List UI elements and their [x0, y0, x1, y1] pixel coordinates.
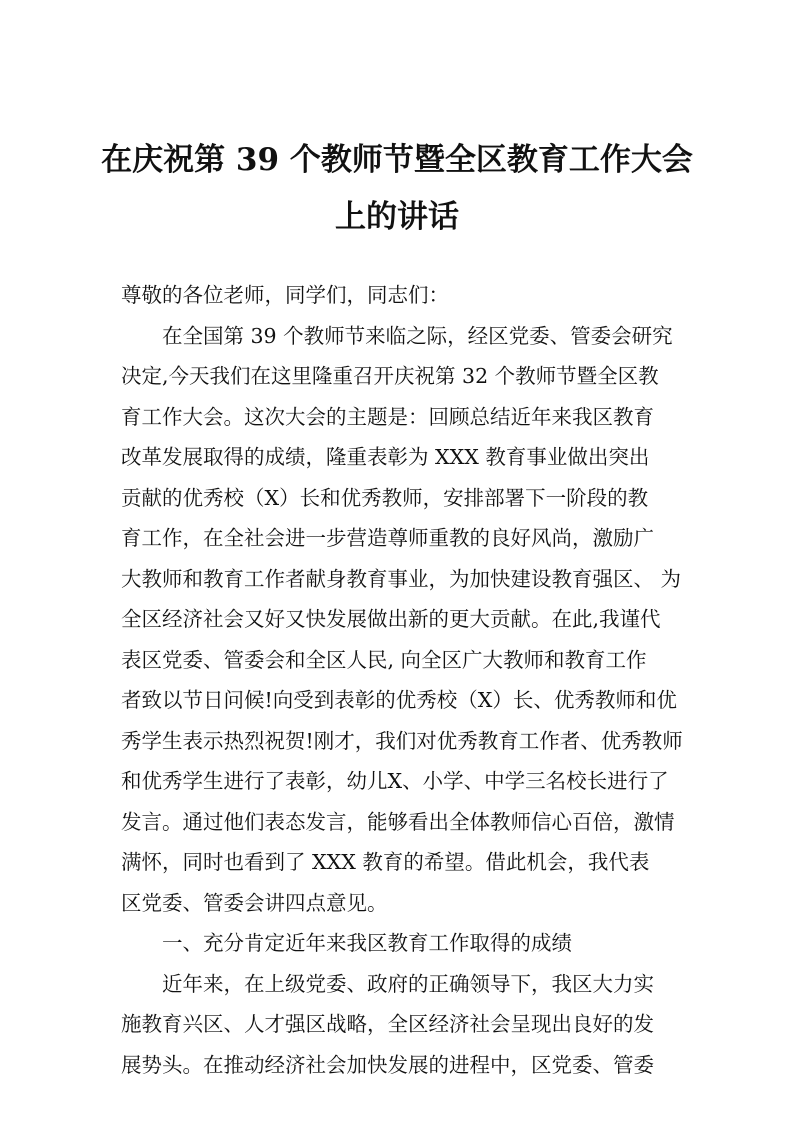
paragraph-line: 在全国第 39 个教师节来临之际，经区党委、管委会研究 [162, 323, 673, 348]
title-line-1: 在庆祝第 39 个教师节暨全区教育工作大会 [101, 142, 693, 178]
paragraph-line: 育工作大会。这次大会的主题是：回顾总结近年来我区教育 [121, 404, 654, 429]
paragraph-line: 改革发展取得的成绩，隆重表彰为 XXX 教育事业做出突出 [121, 445, 650, 469]
paragraph-line: 全区经济社会又好又快发展做出新的更大贡献。在此,我谨代 [121, 607, 661, 631]
paragraph-line: 施教育兴区、人才强区战略，全区经济社会呈现出良好的发 [121, 1012, 654, 1036]
title-line-2: 上的讲话 [335, 199, 459, 235]
paragraph-line: 近年来，在上级党委、政府的正确领导下，我区大力实 [162, 971, 654, 996]
paragraph-line: 大教师和教育工作者献身教育事业，为加快建设教育强区、 为 [121, 566, 682, 591]
paragraph-line: 发言。通过他们表态发言，能够看出全体教师信心百倍，激情 [121, 809, 675, 834]
paragraph-line: 育工作，在全社会进一步营造尊师重教的良好风尚，激励广 [121, 526, 654, 550]
salutation-line: 尊敬的各位老师，同学们，同志们： [121, 283, 449, 307]
paragraph-line: 和优秀学生进行了表彰，幼儿X、小学、中学三名校长进行了 [121, 769, 669, 793]
paragraph-line: 贡献的优秀校（X）长和优秀教师，安排部署下一阶段的教 [121, 485, 649, 510]
paragraph-line: 者致以节日问候!向受到表彰的优秀校（X）长、优秀教师和优 [121, 688, 677, 712]
paragraph-line: 区党委、管委会讲四点意见。 [121, 890, 388, 915]
section-heading: 一、充分肯定近年来我区教育工作取得的成绩 [162, 931, 572, 955]
paragraph-line: 满怀，同时也看到了 XXX 教育的希望。借此机会，我代表 [121, 850, 650, 874]
paragraph-line: 展势头。在推动经济社会加快发展的进程中，区党委、管委 [121, 1052, 654, 1077]
document-title [100, 132, 694, 246]
paragraph-line: 秀学生表示热烈祝贺!刚才，我们对优秀教育工作者、优秀教师 [121, 728, 683, 753]
paragraph-line: 表区党委、管委会和全区人民, 向全区广大教师和教育工作 [121, 647, 647, 672]
paragraph-line: 决定,今天我们在这里隆重召开庆祝第 32 个教师节暨全区教 [121, 364, 659, 388]
document-body [121, 275, 701, 1085]
